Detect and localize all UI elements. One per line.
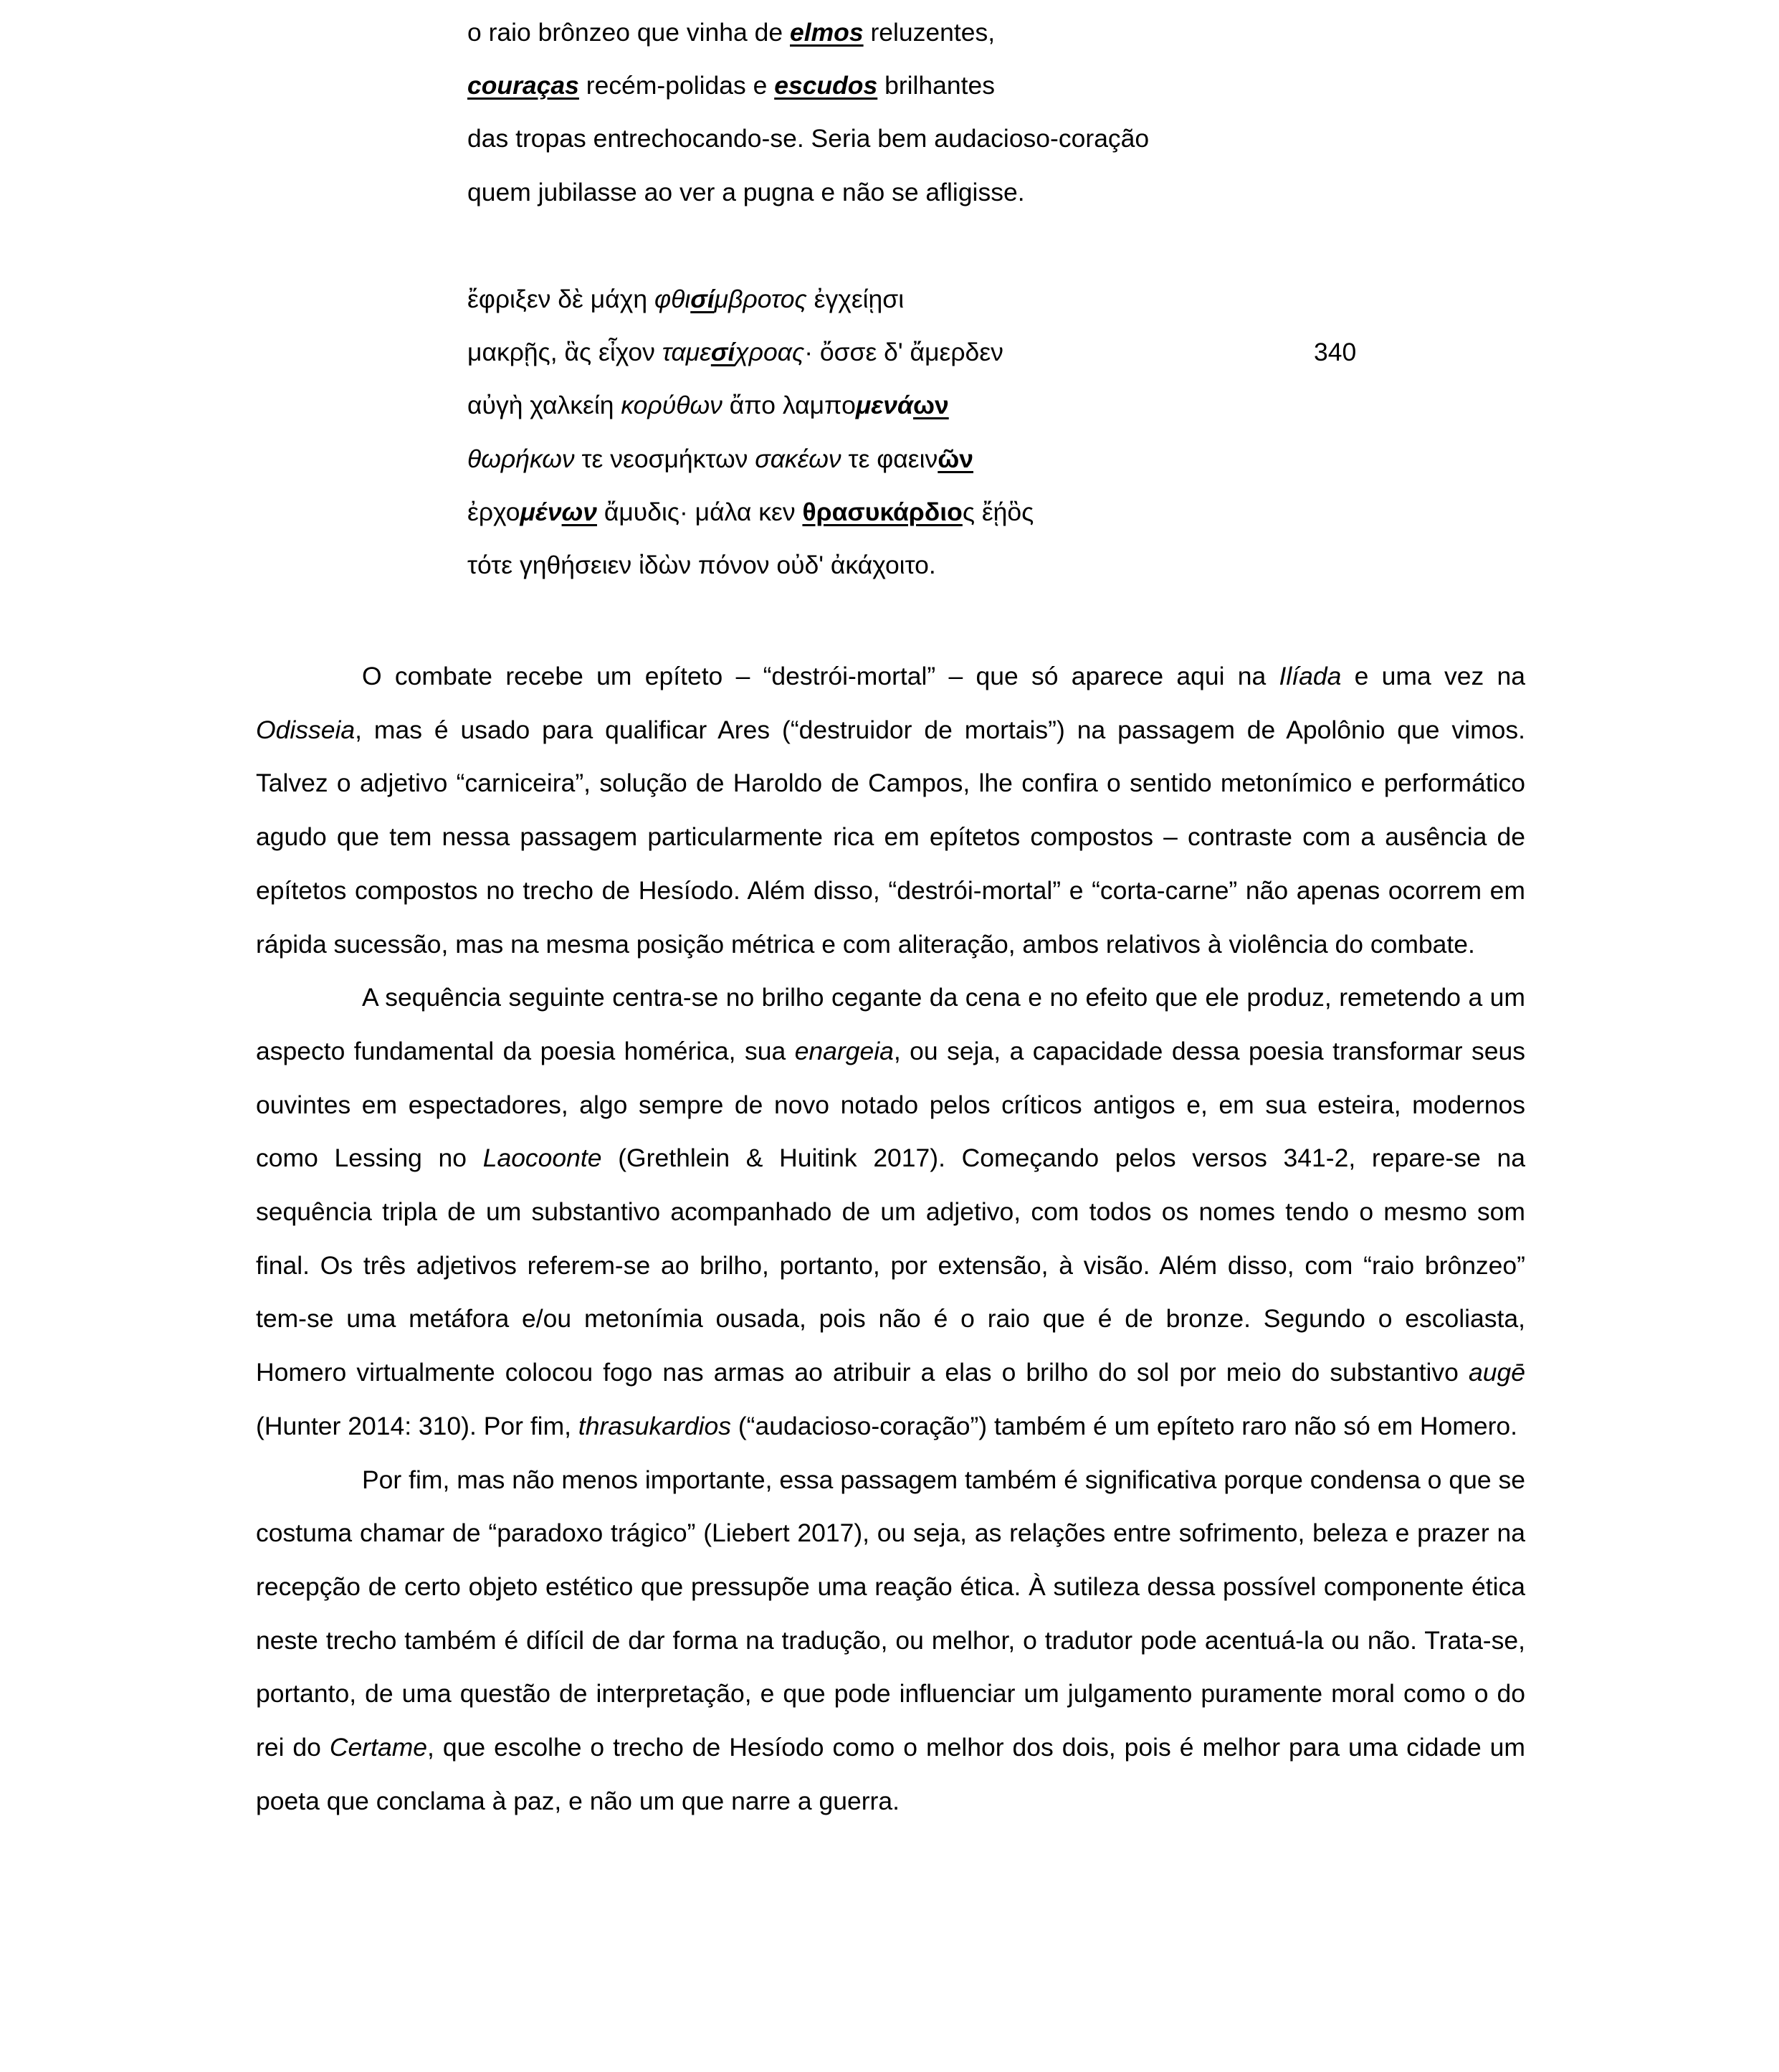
emphasized-word: ων xyxy=(561,497,597,526)
emphasized-word: μβροτος xyxy=(714,285,807,313)
emphasized-word: θρασυκάρδιο xyxy=(802,497,963,526)
emphasized-word: φθι xyxy=(654,285,691,313)
emphasized-word: couraças xyxy=(467,71,579,100)
translation-verse-line: das tropas entrechocando-se. Seria bem audacioso-coração xyxy=(467,124,1150,153)
emphasized-word: Ilíada xyxy=(1279,662,1342,690)
emphasized-word: augē xyxy=(1469,1358,1525,1387)
paragraph: A sequência seguinte centra-se no brilho cegante da cena e no efeito que ele produz, remetendo a um aspecto fundamental da poesia homérica, sua enargeia, ou seja, a capacidade dessa poesia transformar seus ouvintes em espectadores, algo sempre de novo notado pelos críticos antigos e, em sua esteira, modernos como Lessing no Laocoonte (Grethlein & Huitink 2017). Começando pelos versos 341-2, repare-se na sequência tripla de um substantivo acompanhado de um adjetivo, com todos os nomes tendo o mesmo som final. Os três adjetivos referem-se ao brilho, portanto, por extensão, à visão. Além disso, com “raio brônzeo” tem-se uma metáfora e/ou metonímia ousada, pois não é o raio que é de bronze. Segundo o escoliasta, Homero virtualmente colocou fogo nas armas ao atribuir a elas o brilho do sol por meio do substantivo augē (Hunter 2014: 310). Por fim, thrasukardios (“audacioso-coração”) também é um epíteto raro não só em Homero. xyxy=(256,983,1526,1440)
emphasized-word: ων xyxy=(912,391,949,420)
verse-line-number: 340 xyxy=(1314,338,1357,367)
emphasized-word: χροας xyxy=(735,338,805,367)
emphasized-word: enargeia xyxy=(794,1036,894,1065)
emphasized-word: μενά xyxy=(855,391,913,420)
emphasized-word: σί xyxy=(690,285,715,313)
paragraph: Por fim, mas não menos importante, essa passagem também é significativa porque condensa o que se costuma chamar de “paradoxo trágico” (Liebert 2017), ou seja, as relações entre sofrimento, beleza e prazer na recepção de certo objeto estético que pressupõe uma reação ética. À sutileza dessa possível componente ética neste trecho também é difícil de dar forma na tradução, ou melhor, o tradutor pode acentuá-la ou não. Trata-se, portanto, de uma questão de interpretação, e que pode influenciar um julgamento puramente moral como o do rei do Certame, que escolhe o trecho de Hesíodo como o melhor dos dois, pois é melhor para uma cidade um poeta que conclama à paz, e não um que narre a guerra. xyxy=(256,1465,1525,1815)
emphasized-word: elmos xyxy=(790,18,864,47)
greek-verse-line: θωρήκων τε νεοσμήκτων σακέων τε φαεινῶν xyxy=(467,444,974,473)
emphasized-word: σακέων xyxy=(755,444,841,473)
greek-verse-line: ἔφριξεν δὲ μάχη φθισίμβροτος ἐγχείῃσι xyxy=(467,285,905,313)
greek-verse-line: τότε γηθήσειεν ἰδὼν πόνον οὐδ' ἀκάχοιτο. xyxy=(467,550,936,579)
paragraph: O combate recebe um epíteto – “destrói-mortal” – que só aparece aqui na Ilíada e uma vez na Odisseia, mas é usado para qualificar Ares (“destruidor de mortais”) na passagem de Apolônio que vimos. Talvez o adjetivo “carniceira”, solução de Haroldo de Campos, lhe confira o sentido metonímico e performático agudo que tem nessa passagem particularmente rica em epítetos compostos – contraste com a ausência de epítetos compostos no trecho de Hesíodo. Além disso, “destrói-mortal” e “corta-carne” não apenas ocorrem em rápida sucessão, mas na mesma posição métrica e com aliteração, ambos relativos à violência do combate. xyxy=(256,662,1526,959)
verse-greek xyxy=(467,272,1399,591)
greek-verse-line: ἐρχομένων ἄμυδις· μάλα κεν θρασυκάρδιος ἔῄὃς xyxy=(467,497,1034,526)
verse-translation xyxy=(467,6,1399,219)
translation-verse-line: quem jubilasse ao ver a pugna e não se afligisse. xyxy=(467,177,1025,206)
emphasized-word: θωρήκων xyxy=(467,444,575,473)
emphasized-word: Laocoonte xyxy=(482,1144,602,1173)
emphasized-word: ταμε xyxy=(662,338,711,367)
emphasized-word: ῶν xyxy=(938,444,974,473)
emphasized-word: μέν xyxy=(520,497,562,526)
emphasized-word: σί xyxy=(710,338,735,367)
emphasized-word: escudos xyxy=(774,71,878,100)
greek-verse-line: μακρῇς, ἃς εἶχον ταμεσίχροας· ὄσσε δ' ἄμερδεν 340 xyxy=(467,325,1399,379)
emphasized-word: thrasukardios xyxy=(578,1411,731,1440)
greek-verse-line: αὐγὴ χαλκείη κορύθων ἄπο λαμπομενάων xyxy=(467,391,949,420)
emphasized-word: Odisseia xyxy=(256,715,356,744)
translation-verse-line: o raio brônzeo que vinha de elmos reluzentes, xyxy=(467,18,996,47)
emphasized-word: κορύθων xyxy=(621,391,722,420)
translation-verse-line: couraças recém-polidas e escudos brilhantes xyxy=(467,71,996,100)
body-text xyxy=(256,650,1525,1828)
emphasized-word: Certame xyxy=(329,1733,428,1762)
